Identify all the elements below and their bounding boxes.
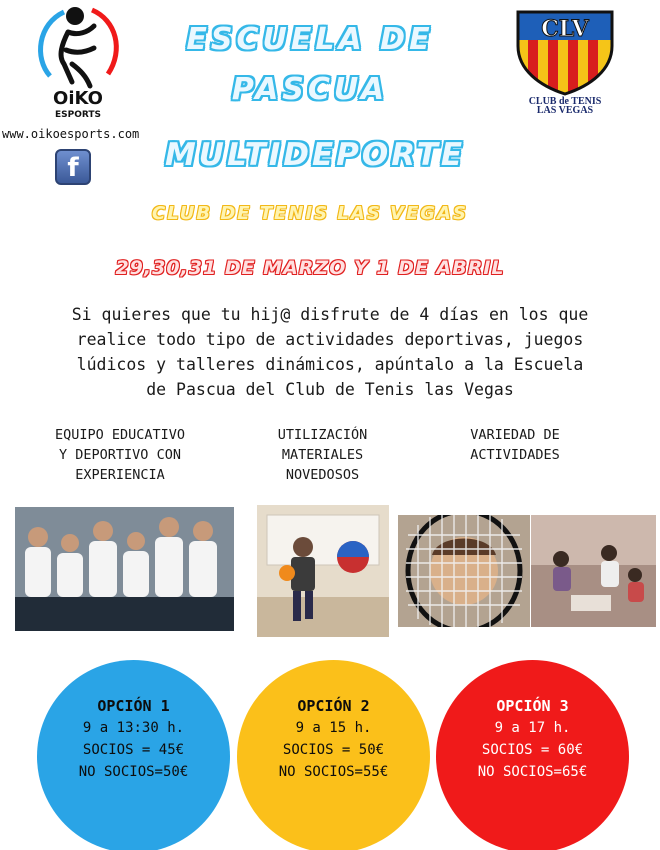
intro-paragraph <box>28 302 632 402</box>
oiko-logo-name: OiKO <box>53 88 103 109</box>
feature-line: Y DEPORTIVO CON <box>59 447 181 463</box>
oiko-logo-sub: ESPORTS <box>54 110 102 120</box>
feature-line: UTILIZACIÓN <box>277 427 368 443</box>
title-pascua: PASCUA <box>231 72 389 107</box>
intro-line: Si quieres que tu hij@ disfrute de 4 días en los que <box>71 305 589 324</box>
feature-variedad-actividades <box>440 425 590 465</box>
intro-line: de Pascua del Club de Tenis las Vegas <box>146 380 514 399</box>
child-behind-racket-photo <box>398 515 530 627</box>
option-title: OPCIÓN 1 <box>97 697 170 715</box>
option-members-price: SOCIOS = 60€ <box>481 742 584 758</box>
feature-line: EXPERIENCIA <box>75 467 165 483</box>
feature-line: VARIEDAD DE <box>470 427 560 443</box>
club-logo-name-1: CLUB de TENIS <box>528 96 602 107</box>
club-name-heading: CLUB DE TENIS LAS VEGAS <box>152 203 468 224</box>
option-hours: 9 a 15 h. <box>295 720 372 736</box>
event-dates: 29,30,31 DE MARZO Y 1 DE ABRIL <box>115 257 505 279</box>
option-members-price: SOCIOS = 50€ <box>282 742 385 758</box>
feature-equipo-educativo <box>35 425 205 485</box>
child-with-ball-photo <box>257 505 389 637</box>
website-url[interactable]: www.oikoesports.com <box>2 127 140 141</box>
option-hours: 9 a 13:30 h. <box>82 720 185 736</box>
children-activity-photo <box>531 515 656 627</box>
title-multideporte: MULTIDEPORTE <box>164 137 466 173</box>
oiko-esports-logo <box>28 2 128 120</box>
feature-materiales-novedosos <box>240 425 405 485</box>
club-logo-initials: CLV <box>541 16 589 42</box>
feature-line: ACTIVIDADES <box>470 447 560 463</box>
option-title: OPCIÓN 2 <box>297 697 370 715</box>
option-non-members-price: NO SOCIOS=55€ <box>278 764 389 780</box>
intro-line: realice todo tipo de actividades deportivas, juegos <box>76 330 584 349</box>
option-title: OPCIÓN 3 <box>496 697 569 715</box>
feature-line: NOVEDOSOS <box>285 467 360 483</box>
option-non-members-price: NO SOCIOS=50€ <box>78 764 189 780</box>
intro-line: lúdicos y talleres dinámicos, apúntalo a la Escuela <box>76 355 584 374</box>
option-2-circle <box>237 660 430 850</box>
option-3-circle <box>436 660 629 850</box>
club-logo-name-2: LAS VEGAS <box>536 105 594 114</box>
feature-line: MATERIALES <box>281 447 364 463</box>
club-tenis-las-vegas-logo <box>510 6 620 114</box>
team-photo <box>15 507 234 631</box>
option-hours: 9 a 17 h. <box>494 720 571 736</box>
option-1-circle <box>37 660 230 850</box>
option-members-price: SOCIOS = 45€ <box>82 742 185 758</box>
title-escuela-de: ESCUELA DE <box>186 22 434 57</box>
option-non-members-price: NO SOCIOS=65€ <box>477 764 588 780</box>
feature-line: EQUIPO EDUCATIVO <box>54 427 186 443</box>
facebook-icon[interactable]: f <box>55 149 91 185</box>
